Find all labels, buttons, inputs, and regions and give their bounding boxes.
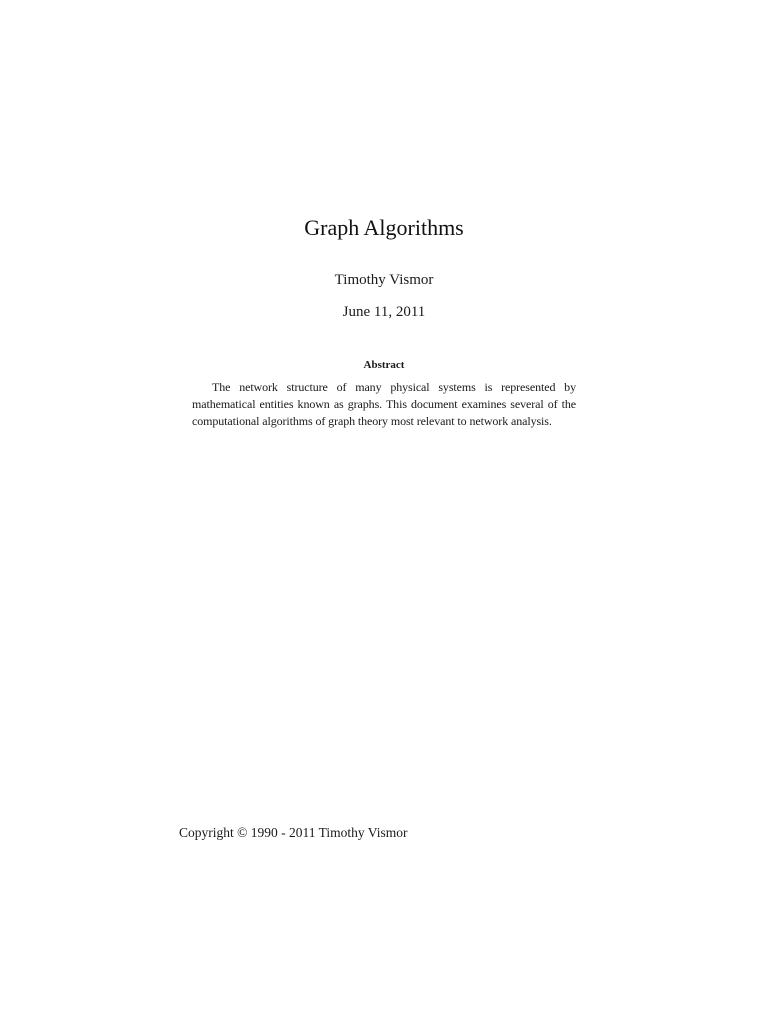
paper-author: Timothy Vismor <box>334 272 434 288</box>
abstract-body: The network structure of many physical systems is represented by mathematical entities known as graphs. This document examines several of the computational algorithms of graph theory most relevant to network analysis. <box>192 380 576 428</box>
paper-date: June 11, 2011 <box>342 304 426 320</box>
copyright-notice: Copyright © 1990 - 2011 Timothy Vismor <box>179 825 408 840</box>
abstract-heading: Abstract <box>363 359 405 371</box>
paper-title: Graph Algorithms <box>304 215 464 240</box>
